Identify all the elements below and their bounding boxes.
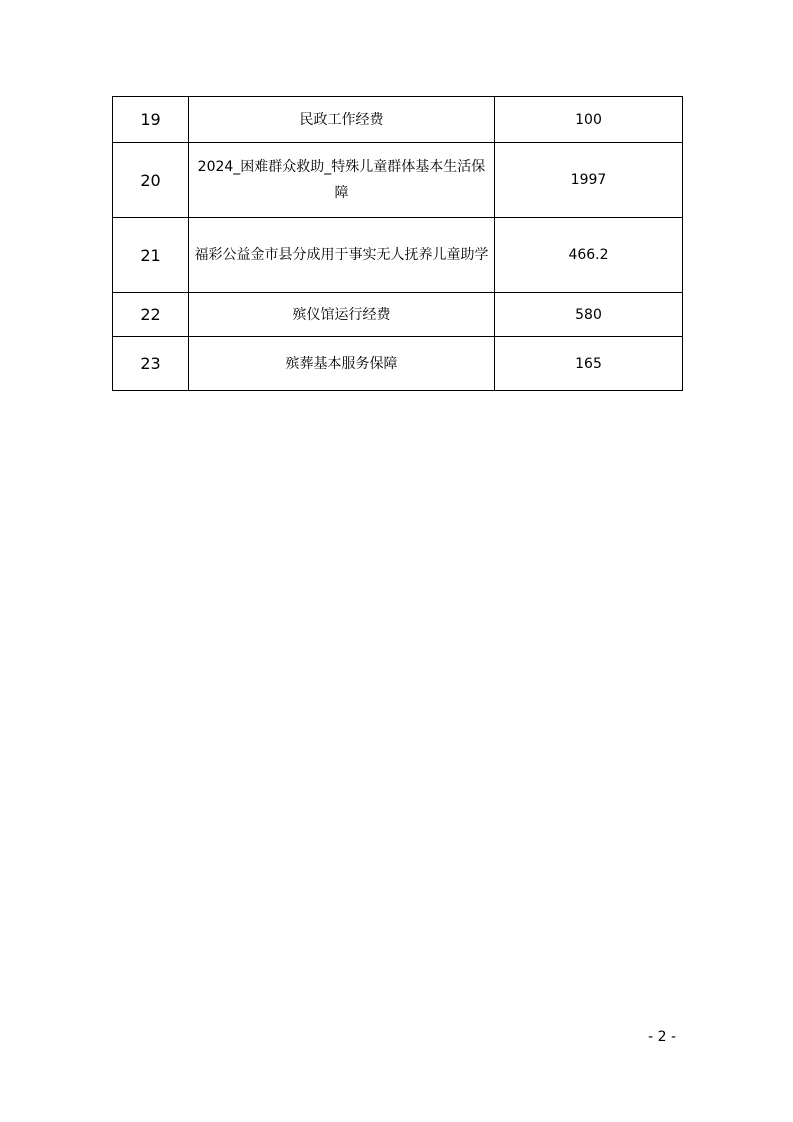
item-name: 殡葬基本服务保障 bbox=[189, 337, 495, 391]
funding-table bbox=[112, 96, 683, 391]
table-row bbox=[113, 97, 683, 143]
table-row bbox=[113, 218, 683, 293]
table-row bbox=[113, 143, 683, 218]
item-amount: 1997 bbox=[495, 143, 683, 218]
item-amount: 580 bbox=[495, 293, 683, 337]
table-row bbox=[113, 293, 683, 337]
row-number: 22 bbox=[113, 293, 189, 337]
item-amount: 165 bbox=[495, 337, 683, 391]
item-name: 福彩公益金市县分成用于事实无人抚养儿童助学 bbox=[189, 218, 495, 293]
row-number: 21 bbox=[113, 218, 189, 293]
item-amount: 466.2 bbox=[495, 218, 683, 293]
page-number: - 2 - bbox=[648, 1029, 676, 1045]
item-amount: 100 bbox=[495, 97, 683, 143]
row-number: 20 bbox=[113, 143, 189, 218]
item-name: 民政工作经费 bbox=[189, 97, 495, 143]
item-name: 2024_困难群众救助_特殊儿童群体基本生活保障 bbox=[189, 143, 495, 218]
row-number: 23 bbox=[113, 337, 189, 391]
row-number: 19 bbox=[113, 97, 189, 143]
table-row bbox=[113, 337, 683, 391]
item-name: 殡仪馆运行经费 bbox=[189, 293, 495, 337]
